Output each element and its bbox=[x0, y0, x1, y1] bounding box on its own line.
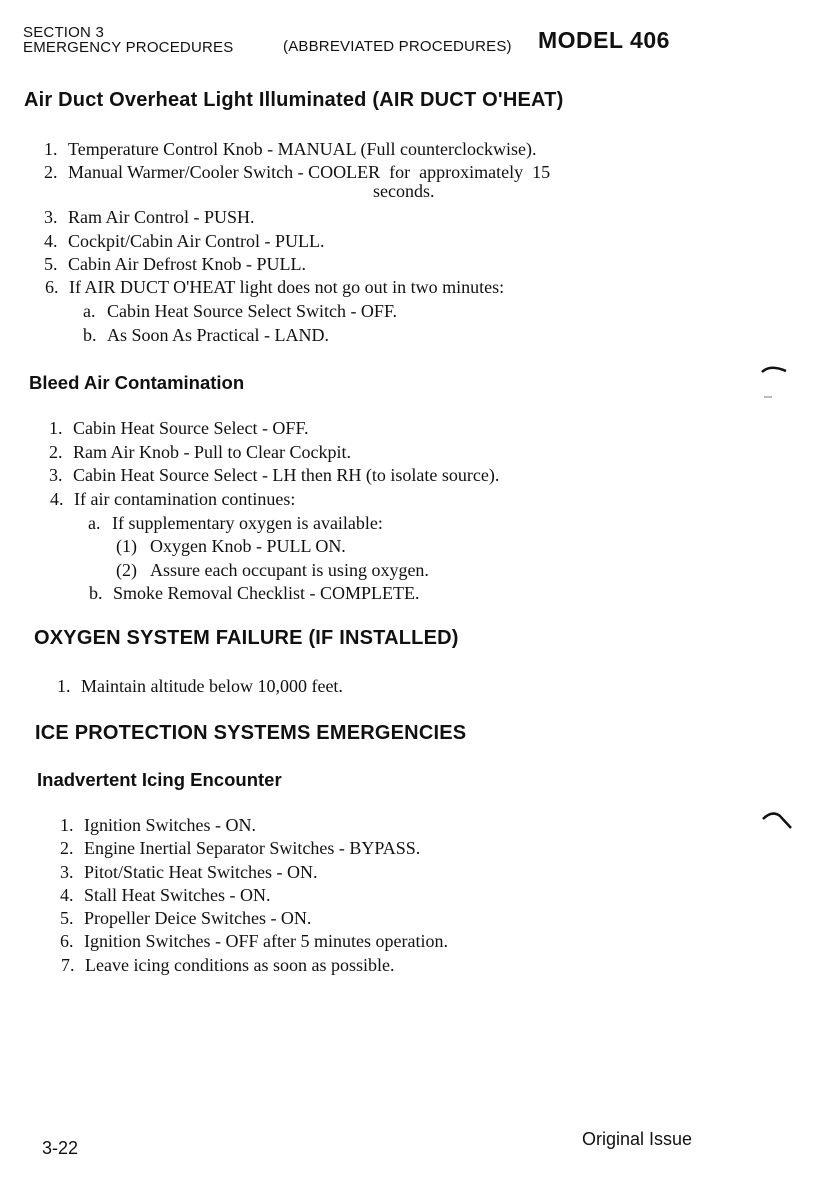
item-number: 7. bbox=[61, 955, 75, 975]
item-text: Cabin Heat Source Select Switch - OFF. bbox=[107, 301, 398, 321]
list-item bbox=[44, 254, 306, 275]
page-number: 3-22 bbox=[42, 1138, 79, 1158]
item-number: 2. bbox=[44, 162, 58, 182]
item-text: Leave icing conditions as soon as possible. bbox=[85, 955, 395, 975]
item-continuation: seconds. bbox=[373, 181, 435, 201]
bleed-air-heading: Bleed Air Contamination bbox=[29, 372, 245, 393]
list-item bbox=[60, 885, 270, 906]
item-text: Ram Air Control - PUSH. bbox=[68, 207, 255, 227]
list-item bbox=[49, 465, 499, 486]
list-subsubitem bbox=[116, 536, 346, 557]
item-text: Cabin Air Defrost Knob - PULL. bbox=[68, 254, 306, 274]
section-number: SECTION 3 bbox=[23, 24, 104, 41]
list-item bbox=[60, 838, 420, 859]
item-number: 2. bbox=[60, 838, 74, 858]
issue-label: Original Issue bbox=[582, 1129, 693, 1149]
model-title: MODEL 406 bbox=[538, 27, 670, 53]
item-text: If supplementary oxygen is available: bbox=[112, 513, 383, 533]
list-subsubitem bbox=[116, 560, 429, 581]
list-item bbox=[44, 231, 325, 252]
item-text: Ram Air Knob - Pull to Clear Cockpit. bbox=[73, 442, 351, 462]
item-number: 6. bbox=[45, 277, 59, 297]
item-number: (1) bbox=[116, 536, 137, 556]
item-number: 1. bbox=[57, 676, 71, 696]
item-letter: b. bbox=[83, 325, 97, 345]
list-item bbox=[44, 139, 536, 160]
list-item bbox=[60, 862, 317, 883]
item-text: Cabin Heat Source Select - LH then RH (to isolate source). bbox=[73, 465, 500, 485]
list-item bbox=[44, 162, 550, 183]
revision-mark-icon bbox=[760, 362, 790, 402]
list-item bbox=[60, 908, 311, 929]
item-text: Pitot/Static Heat Switches - ON. bbox=[84, 862, 318, 882]
item-text: Temperature Control Knob - MANUAL (Full counterclockwise). bbox=[68, 139, 537, 159]
item-text: Cabin Heat Source Select - OFF. bbox=[73, 418, 309, 438]
item-letter: a. bbox=[83, 301, 96, 321]
list-item bbox=[44, 207, 255, 228]
ice-heading: ICE PROTECTION SYSTEMS EMERGENCIES bbox=[35, 722, 467, 744]
item-text: Cockpit/Cabin Air Control - PULL. bbox=[68, 231, 325, 251]
item-letter: b. bbox=[89, 583, 103, 603]
item-number: 4. bbox=[60, 885, 74, 905]
list-subitem bbox=[83, 301, 397, 322]
item-text: If air contamination continues: bbox=[74, 489, 296, 509]
item-text: Manual Warmer/Cooler Switch - COOLER for approximately 15 bbox=[68, 162, 551, 182]
item-number: (2) bbox=[116, 560, 137, 580]
list-subitem bbox=[88, 513, 383, 534]
item-text: Stall Heat Switches - ON. bbox=[84, 885, 271, 905]
list-item bbox=[49, 418, 309, 439]
item-number: 4. bbox=[44, 231, 58, 251]
item-text: Assure each occupant is using oxygen. bbox=[150, 560, 429, 580]
revision-mark-icon bbox=[760, 810, 794, 832]
item-text: Ignition Switches - OFF after 5 minutes operation. bbox=[84, 931, 448, 951]
item-text: Oxygen Knob - PULL ON. bbox=[150, 536, 346, 556]
list-item bbox=[60, 931, 448, 952]
oxygen-heading: OXYGEN SYSTEM FAILURE (IF INSTALLED) bbox=[34, 627, 459, 649]
section-title: EMERGENCY PROCEDURES bbox=[23, 39, 234, 56]
item-number: 1. bbox=[44, 139, 58, 159]
item-text: Smoke Removal Checklist - COMPLETE. bbox=[113, 583, 420, 603]
item-number: 3. bbox=[60, 862, 74, 882]
item-number: 3. bbox=[44, 207, 58, 227]
list-item bbox=[57, 676, 343, 697]
item-number: 5. bbox=[44, 254, 58, 274]
air-duct-heading: Air Duct Overheat Light Illuminated (AIR DUCT O'HEAT) bbox=[24, 89, 564, 111]
list-item bbox=[61, 955, 394, 976]
list-item bbox=[45, 277, 504, 298]
item-text: Ignition Switches - ON. bbox=[84, 815, 256, 835]
item-text: As Soon As Practical - LAND. bbox=[107, 325, 329, 345]
list-item bbox=[60, 815, 256, 836]
item-number: 3. bbox=[49, 465, 63, 485]
list-subitem bbox=[83, 325, 329, 346]
item-text: Propeller Deice Switches - ON. bbox=[84, 908, 312, 928]
list-item bbox=[49, 442, 351, 463]
icing-subheading: Inadvertent Icing Encounter bbox=[37, 769, 282, 790]
item-number: 1. bbox=[49, 418, 63, 438]
item-number: 2. bbox=[49, 442, 63, 462]
header-subtitle: (ABBREVIATED PROCEDURES) bbox=[283, 38, 512, 55]
list-item bbox=[50, 489, 295, 510]
item-number: 1. bbox=[60, 815, 74, 835]
item-letter: a. bbox=[88, 513, 101, 533]
item-number: 5. bbox=[60, 908, 74, 928]
list-subitem bbox=[89, 583, 419, 604]
item-text: Maintain altitude below 10,000 feet. bbox=[81, 676, 343, 696]
item-number: 4. bbox=[50, 489, 64, 509]
item-text: If AIR DUCT O'HEAT light does not go out in two minutes: bbox=[69, 277, 505, 297]
item-number: 6. bbox=[60, 931, 74, 951]
item-text: Engine Inertial Separator Switches - BYPASS. bbox=[84, 838, 421, 858]
